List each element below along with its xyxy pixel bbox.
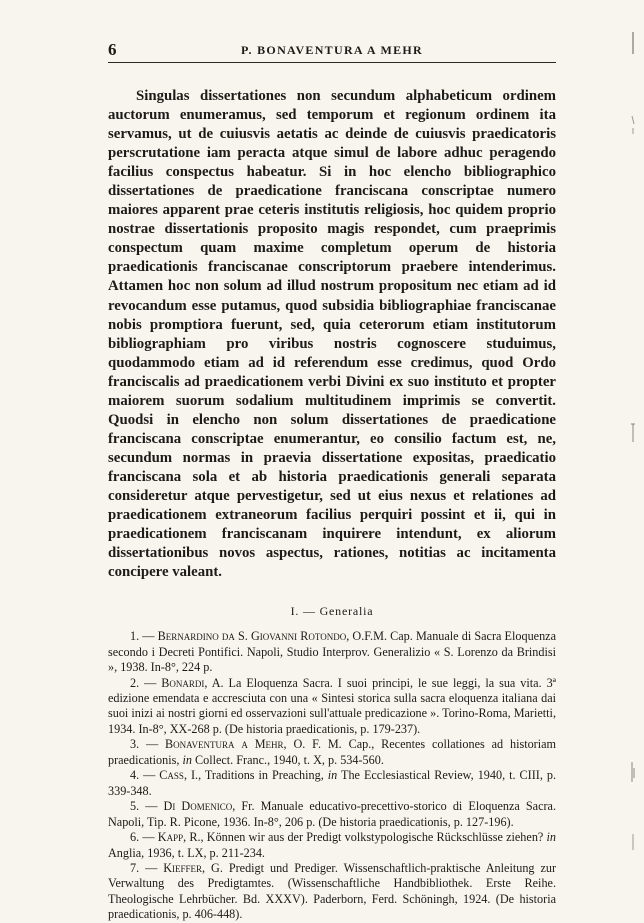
entry-text-before: , I., Traditions in Preaching, bbox=[183, 768, 328, 783]
page bbox=[108, 40, 556, 923]
scan-mark bbox=[628, 420, 638, 446]
scan-mark bbox=[628, 760, 638, 786]
entry-text-before: , O. F. M. Cap., Recentes collationes ad historiam praedicationis, bbox=[108, 737, 557, 767]
body-paragraph: Singulas dissertationes non secundum alphabeticum ordinem auctorum enumeramus, sed temporum et regionum ordinem ita servamus, ut de cuiusvis aetatis ac deinde de cuiusvis praedicatoris perscrutatione iam peracta atque simul de labore adhuc peragendo facilius conspectus habeatur. Si in hoc elencho bibliographico dissertationes de praedicatione franciscana conscriptae numero maiores apparent prae ceteris institutis religiosis, hoc quidem proprio nostrae dissertationis proposito magis respondet, cum praeprimis conspectum quam maxime completum operum de historia praedicationis franciscanae conscriptorum praebere intenderimus. Attamen hoc non solum ad illud nostrum propositum nec etiam ad id revocandum esse putamus, quod subsidia bibliographiae franciscanae nobis promptiora fuerunt, sed, quia ceterorum etiam institutorum bibliographiam pro viribus nostris cognoscere studuimus, quodammodo etiam ad id referendum esse credimus, quod Ordo franciscalis ad praedicationem verbi Divini ex suo instituto et propter maiorem suorum sodalium multitudinem imprimis se convertit. Quodsi in elencho non solum dissertationes de praedicatione franciscana conscriptae enumerantur, eo consilio factum est, ne, secundum normas in praevia dissertatione expositas, praedicatio franciscana sola et ab historia praedicationis generali separata consideretur atque pervestigetur, sed ut eius nexus et relationes ad praedicationem extraneorum facilius perquiri possint et ii, qui in praedicationem franciscanam inquirere intendunt, ex aliorum dissertationibus novos aspectus, rationes, notitias ac incitamenta concipere valeant. bbox=[108, 88, 556, 581]
bibliography-entry-3 bbox=[108, 737, 556, 768]
section-heading: I. — Generalia bbox=[290, 604, 374, 619]
entry-text: , O.F.M. Cap. Manuale di Sacra Eloquenza secondo i Decreti Pontifici. Napoli, Studio Interprov. Generalizio « S. Lorenzo da Brindisi », 1938. In-8°, 224 p. bbox=[108, 629, 556, 675]
bibliography-entry-6 bbox=[108, 830, 556, 861]
entry-text: The Ecclesiastical Review, 1940, t. CIII, p. 339-348. bbox=[108, 768, 557, 798]
entry-text-before: , R., Können wir aus der Predigt volkstypologische Rückschlüsse ziehen? bbox=[183, 830, 547, 845]
entry-text: Anglia, 1936, t. LX, p. 211-234. bbox=[108, 845, 265, 860]
bibliography-list bbox=[108, 629, 556, 923]
bibliography-entry-2 bbox=[108, 676, 556, 738]
entry-author: Bonaventura a Mehr bbox=[165, 737, 284, 752]
running-title: P. BONAVENTURA A MEHR bbox=[241, 43, 423, 57]
entry-number: 3. — bbox=[130, 737, 159, 752]
entry-text: , G. Predigt und Prediger. Wissenschaftlich-praktische Anleitung zur Verwaltung des Predigtamtes. (Wissenschaftliche Handbibliothek. Erste Reihe. Theologische Lehrbücher. Bd. XXXV). Paderborn, Ferd. Schöningh, 1924. (De historia praedicationis, p. 406-448). bbox=[108, 861, 557, 922]
entry-author: Kieffer bbox=[163, 861, 203, 876]
entry-author: Bonardi bbox=[161, 675, 205, 690]
entry-number: 6. — bbox=[130, 830, 155, 845]
entry-author: Kapp bbox=[157, 830, 184, 845]
bibliography-entry-1 bbox=[108, 629, 556, 675]
scan-mark bbox=[628, 30, 638, 56]
entry-number: 5. — bbox=[130, 799, 158, 814]
entry-in-word: in bbox=[182, 752, 192, 767]
entry-text: , A. La Eloquenza Sacra. I suoi principi, le sue leggi, la sua vita. 3ª edizione emendata e accresciuta con una « Sintesi storica sulla sacra eloquenza italiana dai suoi inizi ai nostri giorni ed osservazioni sull'attuale predicazione ». Torino-Roma, Marietti, 1934. In-8°, XX-268 p. (De historia praedicationis, p. 179-237). bbox=[108, 675, 557, 736]
entry-in-word: in bbox=[327, 768, 338, 783]
entry-in-word: in bbox=[546, 830, 557, 845]
entry-author: Di Domenico bbox=[163, 799, 233, 814]
entry-text: Collect. Franc., 1940, t. X, p. 534-560. bbox=[191, 752, 384, 767]
entry-number: 4. — bbox=[130, 768, 156, 783]
entry-number: 1. — bbox=[130, 629, 155, 644]
bibliography-entry-7 bbox=[108, 861, 556, 923]
bibliography-entry-4 bbox=[108, 768, 556, 799]
entry-number: 7. — bbox=[130, 861, 158, 876]
entry-text: , Fr. Manuale educativo-precettivo-storico di Eloquenza Sacra. Napoli, Tip. R. Picone, 1936. In-8°, 206 p. (De historia praedicationis, p. 127-196). bbox=[108, 799, 557, 829]
scan-mark bbox=[628, 112, 638, 138]
bibliography-entry-5 bbox=[108, 799, 556, 830]
running-head bbox=[108, 40, 556, 63]
scan-mark bbox=[628, 830, 638, 856]
entry-author: Cass bbox=[159, 768, 184, 783]
entry-author: Bernardino da S. Giovanni Rotondo bbox=[157, 629, 347, 644]
entry-number: 2. — bbox=[130, 675, 157, 690]
page-number: 6 bbox=[108, 40, 117, 59]
